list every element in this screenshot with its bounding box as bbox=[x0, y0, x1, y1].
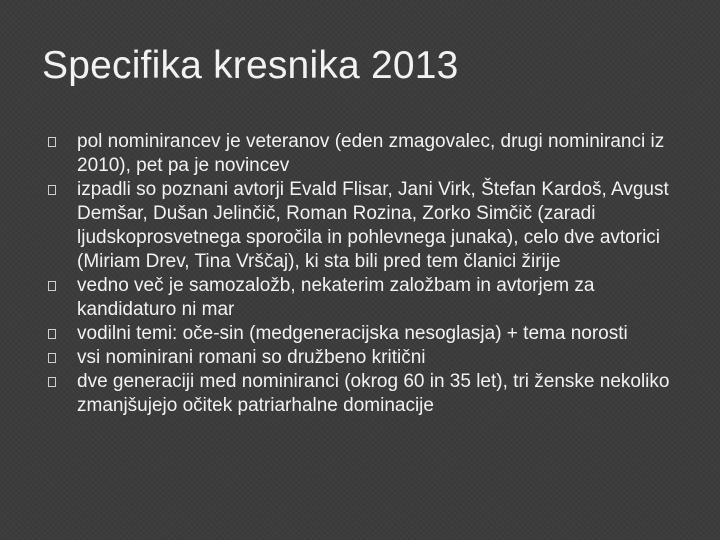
bullet-item bbox=[52, 322, 692, 346]
bullet-square-icon bbox=[48, 185, 56, 195]
bullet-list bbox=[52, 130, 692, 418]
bullet-text: vodilni temi: oče-sin (medgeneracijska nesoglasja) + tema norosti bbox=[77, 323, 628, 344]
bullet-text: izpadli so poznani avtorji Evald Flisar, Jani Virk, Štefan Kardoš, Avgust Demšar, Dušan Jelinčič, Roman Rozina, Zorko Simčič (zaradi ljudskoprosvetnega sporočila in pohlevnega junaka), celo dve avtorici (Miriam Drev, Tina Vrščaj), ki sta bili pred tem članici žirije bbox=[77, 179, 669, 272]
bullet-item bbox=[52, 370, 692, 418]
bullet-item bbox=[52, 274, 692, 322]
bullet-square-icon bbox=[48, 137, 56, 147]
bullet-item bbox=[52, 178, 692, 274]
slide-title: Specifika kresnika 2013 bbox=[42, 44, 459, 87]
bullet-square-icon bbox=[48, 281, 56, 291]
bullet-item bbox=[52, 346, 692, 370]
bullet-text: vedno več je samozaložb, nekaterim založbam in avtorjem za kandidaturo ni mar bbox=[77, 275, 595, 320]
bullet-text: dve generaciji med nominiranci (okrog 60 in 35 let), tri ženske nekoliko zmanjšujejo očitek patriarhalne dominacije bbox=[77, 371, 670, 416]
bullet-text: pol nominirancev je veteranov (eden zmagovalec, drugi nominiranci iz 2010), pet pa je novincev bbox=[77, 131, 665, 176]
bullet-text: vsi nominirani romani so družbeno kritični bbox=[77, 347, 426, 368]
bullet-square-icon bbox=[48, 377, 56, 387]
bullet-square-icon bbox=[48, 329, 56, 339]
bullet-square-icon bbox=[48, 353, 56, 363]
bullet-item bbox=[52, 130, 692, 178]
